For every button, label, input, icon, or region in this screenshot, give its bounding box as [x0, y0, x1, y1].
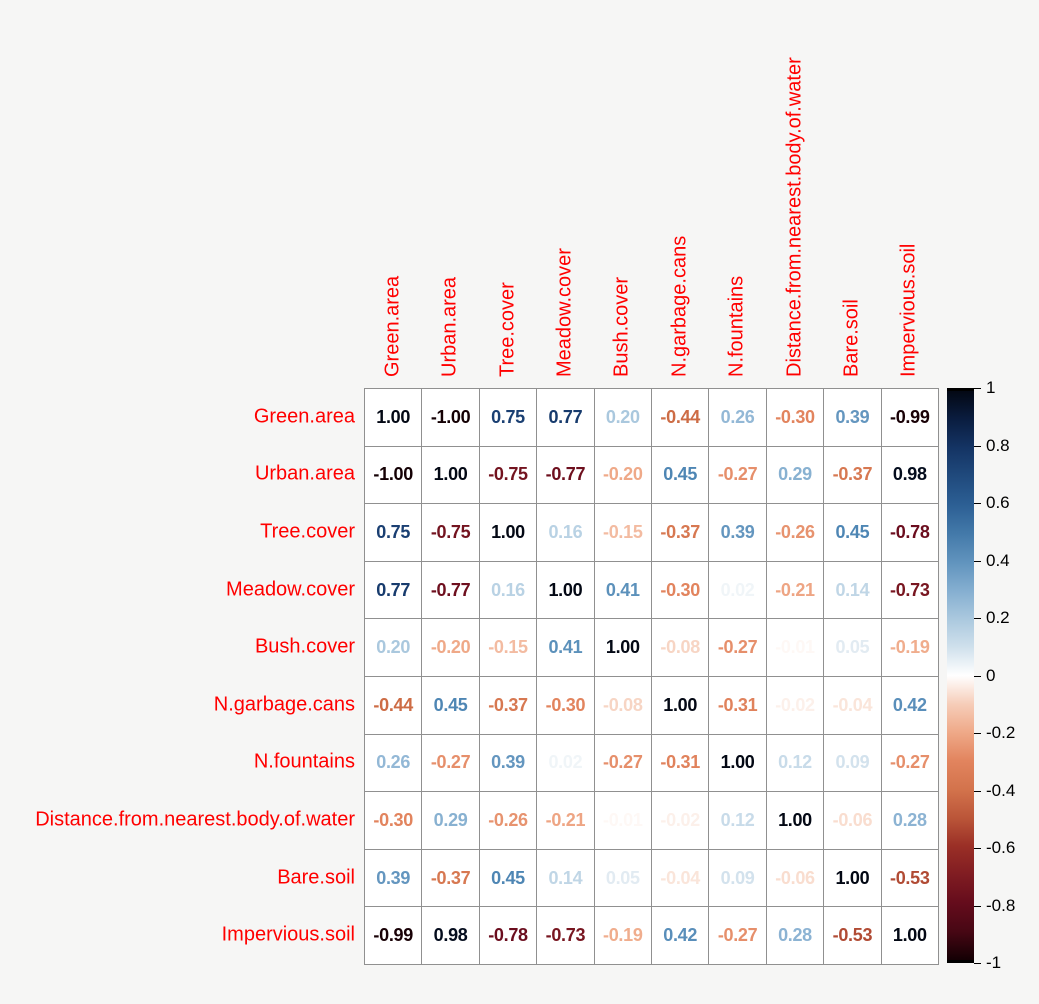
correlation-cell: 0.20 — [595, 389, 652, 447]
correlation-cell: 0.75 — [480, 389, 537, 447]
correlation-cell: -0.06 — [824, 792, 881, 850]
correlation-cell: -0.04 — [652, 850, 709, 908]
correlation-cell: -0.06 — [767, 850, 824, 908]
correlation-cell: 0.14 — [537, 850, 594, 908]
correlation-cell: -0.31 — [709, 677, 766, 735]
correlation-cell: 0.26 — [365, 735, 422, 793]
correlation-cell: -0.75 — [480, 447, 537, 505]
correlation-cell: -0.31 — [652, 735, 709, 793]
colorbar-gradient — [947, 388, 974, 963]
correlation-cell: -0.77 — [537, 447, 594, 505]
correlation-cell: -0.26 — [767, 504, 824, 562]
correlation-cell: -0.30 — [767, 389, 824, 447]
correlation-cell: -0.15 — [480, 619, 537, 677]
correlation-cell: 0.02 — [709, 562, 766, 620]
column-label: Urban.area — [438, 276, 461, 377]
correlation-cell: -0.02 — [652, 792, 709, 850]
correlation-cell: -0.20 — [595, 447, 652, 505]
correlation-cell: 0.39 — [709, 504, 766, 562]
row-label: Impervious.soil — [221, 923, 355, 946]
correlation-cell: 0.42 — [882, 677, 939, 735]
colorbar-tick-label: 0.4 — [986, 550, 1010, 570]
colorbar-tick-label: -0.4 — [986, 780, 1016, 800]
correlation-cell: 0.77 — [537, 389, 594, 447]
colorbar-tick — [974, 676, 981, 677]
correlation-cell: 1.00 — [709, 735, 766, 793]
column-label: Meadow.cover — [553, 248, 576, 377]
row-label: N.garbage.cans — [213, 693, 355, 716]
correlation-cell: 1.00 — [480, 504, 537, 562]
column-label: Impervious.soil — [897, 243, 920, 377]
correlation-cell: 0.16 — [537, 504, 594, 562]
correlation-cell: 0.45 — [422, 677, 479, 735]
colorbar-tick — [974, 561, 981, 562]
correlation-cell: 0.39 — [480, 735, 537, 793]
correlation-cell: -0.44 — [365, 677, 422, 735]
colorbar-tick — [974, 733, 981, 734]
correlation-cell: 0.77 — [365, 562, 422, 620]
correlation-cell: -0.30 — [652, 562, 709, 620]
correlation-cell: -0.73 — [537, 907, 594, 965]
correlation-cell: 0.09 — [824, 735, 881, 793]
correlation-cell: 0.41 — [595, 562, 652, 620]
colorbar-tick-label: 0 — [986, 665, 996, 685]
correlation-cell: 0.09 — [709, 850, 766, 908]
row-label: Meadow.cover — [226, 578, 355, 601]
correlation-cell: 0.16 — [480, 562, 537, 620]
correlation-cell: -0.08 — [595, 677, 652, 735]
correlation-cell: 0.98 — [882, 447, 939, 505]
correlation-cell: -1.00 — [365, 447, 422, 505]
colorbar-tick-label: -0.8 — [986, 895, 1016, 915]
correlation-cell: -0.27 — [709, 447, 766, 505]
correlation-cell: -0.27 — [422, 735, 479, 793]
correlation-cell: 0.12 — [709, 792, 766, 850]
correlation-cell: 0.26 — [709, 389, 766, 447]
colorbar-tick-label: 0.8 — [986, 435, 1010, 455]
correlation-cell: -1.00 — [422, 389, 479, 447]
correlation-cell: -0.21 — [537, 792, 594, 850]
colorbar-tick-label: -0.6 — [986, 838, 1016, 857]
correlation-cell: -0.27 — [882, 735, 939, 793]
correlation-cell: -0.37 — [824, 447, 881, 505]
correlation-cell: 0.20 — [365, 619, 422, 677]
column-label: N.garbage.cans — [668, 235, 691, 377]
correlation-cell: -0.26 — [480, 792, 537, 850]
correlation-cell: 0.28 — [767, 907, 824, 965]
column-label: Distance.from.nearest.body.of.water — [783, 57, 805, 377]
row-label: Bare.soil — [277, 866, 355, 889]
correlation-cell: -0.01 — [595, 792, 652, 850]
correlation-cell: -0.19 — [595, 907, 652, 965]
correlation-cell: -0.27 — [709, 907, 766, 965]
correlation-cell: -0.30 — [365, 792, 422, 850]
row-label: Tree.cover — [260, 520, 355, 543]
column-label: N.fountains — [725, 275, 748, 377]
correlation-cell: 1.00 — [422, 447, 479, 505]
correlation-cell: -0.27 — [595, 735, 652, 793]
correlation-cell: -0.73 — [882, 562, 939, 620]
correlation-cell: -0.20 — [422, 619, 479, 677]
column-label: Bush.cover — [610, 276, 633, 377]
correlation-cell: 1.00 — [882, 907, 939, 965]
colorbar-tick-label: -0.2 — [986, 723, 1016, 742]
colorbar-tick — [974, 446, 981, 447]
correlation-cell: -0.37 — [422, 850, 479, 908]
colorbar-tick — [974, 388, 981, 389]
column-label: Bare.soil — [840, 299, 863, 377]
colorbar-tick — [974, 503, 981, 504]
correlation-cell: 0.75 — [365, 504, 422, 562]
correlation-cell: -0.78 — [480, 907, 537, 965]
correlation-cell: 0.98 — [422, 907, 479, 965]
row-label: N.fountains — [253, 750, 355, 773]
row-label: Bush.cover — [254, 635, 355, 658]
correlation-cell: 0.39 — [824, 389, 881, 447]
correlation-cell: 1.00 — [824, 850, 881, 908]
correlation-cell: 1.00 — [595, 619, 652, 677]
correlation-cell: 0.02 — [537, 735, 594, 793]
row-label: Urban.area — [254, 462, 355, 485]
correlation-cell: -0.37 — [480, 677, 537, 735]
correlation-cell: -0.77 — [422, 562, 479, 620]
correlation-cell: 1.00 — [652, 677, 709, 735]
correlation-cell: 0.45 — [652, 447, 709, 505]
correlation-cell: -0.30 — [537, 677, 594, 735]
correlation-cell: -0.78 — [882, 504, 939, 562]
correlation-cell: -0.04 — [824, 677, 881, 735]
correlation-cell: -0.99 — [882, 389, 939, 447]
correlation-cell: 0.14 — [824, 562, 881, 620]
correlation-grid — [364, 388, 939, 965]
correlation-cell: -0.53 — [824, 907, 881, 965]
colorbar-tick — [974, 963, 981, 964]
correlation-cell: 0.39 — [365, 850, 422, 908]
colorbar-tick — [974, 906, 981, 907]
correlation-cell: 0.12 — [767, 735, 824, 793]
colorbar-tick — [974, 791, 981, 792]
correlation-cell: 0.45 — [824, 504, 881, 562]
colorbar-tick-label: 0.2 — [986, 608, 1010, 627]
correlation-cell: -0.15 — [595, 504, 652, 562]
correlation-cell: -0.08 — [652, 619, 709, 677]
correlation-cell: 0.29 — [422, 792, 479, 850]
correlation-cell: 1.00 — [537, 562, 594, 620]
correlation-cell: -0.44 — [652, 389, 709, 447]
correlation-cell: 1.00 — [767, 792, 824, 850]
column-label: Tree.cover — [496, 282, 518, 377]
correlation-cell: -0.01 — [767, 619, 824, 677]
row-label: Distance.from.nearest.body.of.water — [35, 808, 355, 831]
column-label: Green.area — [381, 275, 404, 377]
correlation-cell: 0.45 — [480, 850, 537, 908]
row-label: Green.area — [253, 405, 355, 428]
correlation-cell: -0.37 — [652, 504, 709, 562]
colorbar-tick-label: 0.6 — [986, 493, 1010, 512]
correlation-cell: 0.41 — [537, 619, 594, 677]
colorbar-tick-label: -1 — [986, 953, 1002, 972]
correlation-cell: -0.27 — [709, 619, 766, 677]
correlation-cell: -0.53 — [882, 850, 939, 908]
correlation-cell: -0.99 — [365, 907, 422, 965]
correlation-cell: -0.75 — [422, 504, 479, 562]
colorbar-tick — [974, 848, 981, 849]
correlation-cell: 1.00 — [365, 389, 422, 447]
correlation-cell: 0.42 — [652, 907, 709, 965]
correlation-cell: 0.28 — [882, 792, 939, 850]
correlation-cell: -0.21 — [767, 562, 824, 620]
correlation-cell: 0.05 — [824, 619, 881, 677]
correlation-cell: 0.29 — [767, 447, 824, 505]
colorbar-tick — [974, 618, 981, 619]
correlation-cell: -0.19 — [882, 619, 939, 677]
correlation-cell: 0.05 — [595, 850, 652, 908]
colorbar-tick-label: 1 — [986, 378, 996, 397]
correlation-cell: -0.02 — [767, 677, 824, 735]
